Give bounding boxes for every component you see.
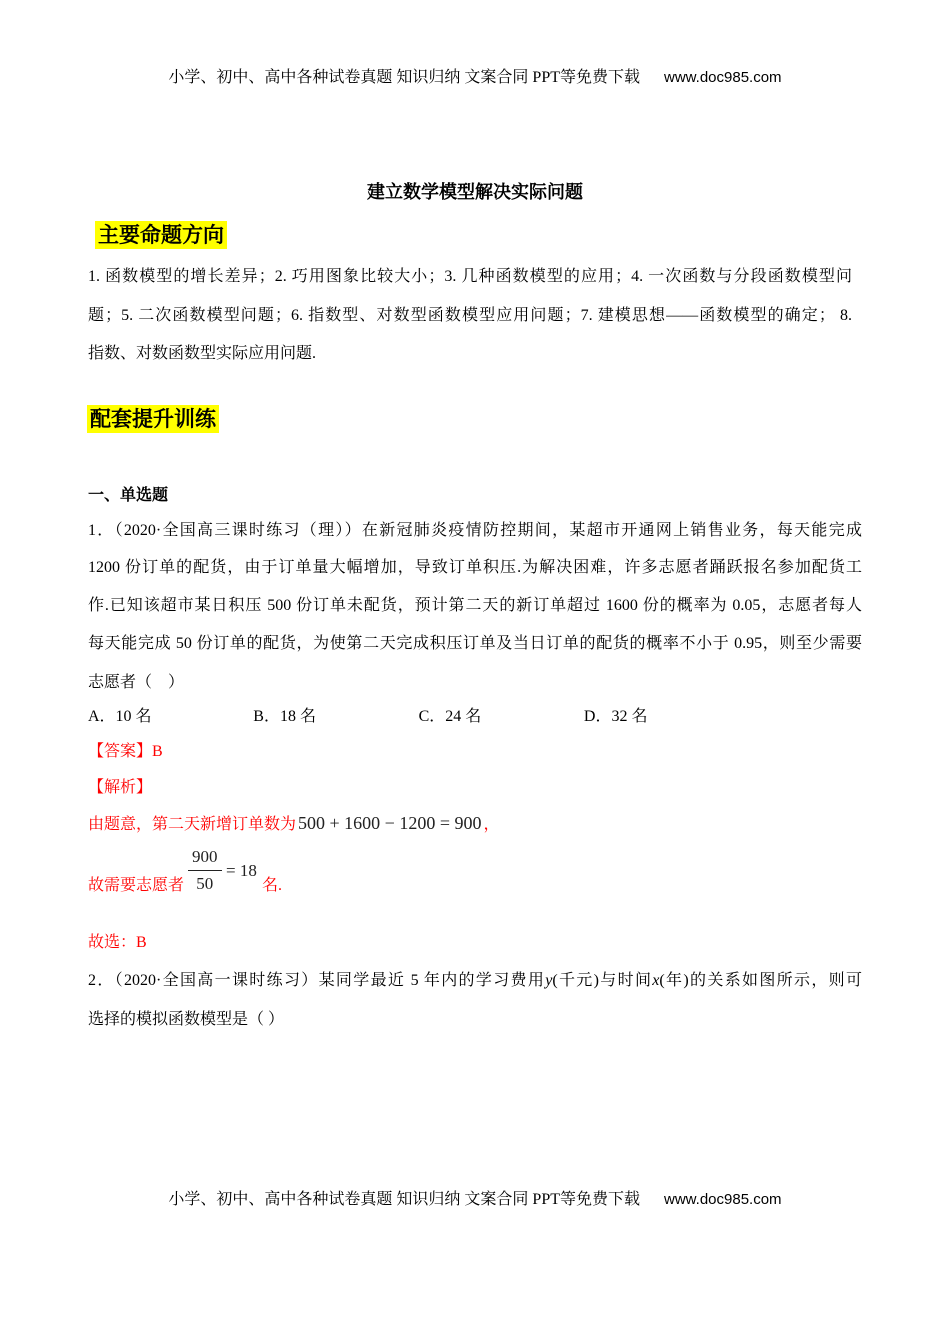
option-b: B．18 名 (253, 708, 316, 725)
directions-line-2: 题；5. 二次函数模型问题；6. 指数型、对数型函数模型应用问题；7. 建模思想——函数模型的确定； 8. (88, 307, 852, 324)
question-1-line-3: 作.已知该超市某日积压 500 份订单未配货，预计第二天的新订单超过 1600 份的概率为 0.05，志愿者每人 (88, 597, 862, 614)
solution-step-2-text: 故需要志愿者 (88, 877, 185, 894)
question-1-options (88, 698, 752, 736)
directions-line-1: 1. 函数模型的增长差异；2. 巧用图象比较大小；3. 几种函数模型的应用；4. 一次函数与分段函数模型问 (88, 268, 852, 285)
fraction (188, 844, 222, 897)
question-1-line-4: 每天能完成 50 份订单的配货，为使第二天完成积压订单及当日订单的配货的概率不小于 0.95，则至少需要 (88, 635, 862, 652)
fraction-result: = 18 (226, 861, 257, 880)
header-text: 小学、初中、高中各种试卷真题 知识归纳 文案合同 PPT等免费下载 (168, 69, 640, 86)
solution-step-1-end: ， (483, 816, 500, 833)
page-footer (0, 1181, 950, 1219)
question-2-text-a: 2．（2020·全国高一课时练习）某同学最近 5 年内的学习费用 (88, 972, 546, 989)
solution-step-1-text: 由题意，第二天新增订单数为 (88, 816, 297, 833)
question-2-text-c: (年)的关系如图所示，则可 (659, 972, 862, 989)
solution-step-2-end: 名. (262, 877, 283, 894)
solution-conclusion: 故选：B (88, 934, 147, 951)
question-2-text-b: (千元)与时间 (552, 972, 653, 989)
fraction-denominator: 50 (196, 874, 214, 893)
page-header (0, 59, 950, 97)
option-d: D．32 名 (583, 708, 648, 725)
part-heading-single-choice: 一、单选题 (88, 487, 169, 504)
solution-step-1 (88, 804, 500, 842)
analysis-label: 【解析】 (88, 779, 153, 796)
option-a: A．10 名 (88, 708, 152, 725)
section-heading-training: 配套提升训练 (87, 405, 219, 433)
footer-text: 小学、初中、高中各种试卷真题 知识归纳 文案合同 PPT等免费下载 (168, 1191, 640, 1208)
question-2-line-1 (88, 962, 862, 1000)
question-2-line-2: 选择的模拟函数模型是（ ） (88, 1011, 285, 1028)
fraction-numerator: 900 (188, 844, 222, 871)
variable-x: x (652, 972, 660, 989)
directions-line-3: 指数、对数函数型实际应用问题. (88, 345, 317, 362)
question-1-line-5: 志愿者（ ） (88, 674, 185, 691)
solution-step-1-formula: 500 + 1600 − 1200 = 900 (298, 813, 482, 833)
header-url: www.doc985.com (664, 69, 782, 86)
page-title: 建立数学模型解决实际问题 (367, 182, 583, 202)
variable-y: y (545, 972, 553, 989)
section-heading-main-directions: 主要命题方向 (95, 221, 227, 249)
question-1-line-2: 1200 份订单的配货，由于订单量大幅增加，导致订单积压.为解决困难，许多志愿者踊跃报名参加配货工 (88, 559, 862, 576)
answer-label: 【答案】B (88, 743, 163, 760)
question-1-line-1: 1．（2020·全国高三课时练习（理））在新冠肺炎疫情防控期间，某超市开通网上销售业务，每天能完成 (88, 522, 862, 539)
footer-url: www.doc985.com (664, 1191, 782, 1208)
option-c: C．24 名 (418, 708, 482, 725)
